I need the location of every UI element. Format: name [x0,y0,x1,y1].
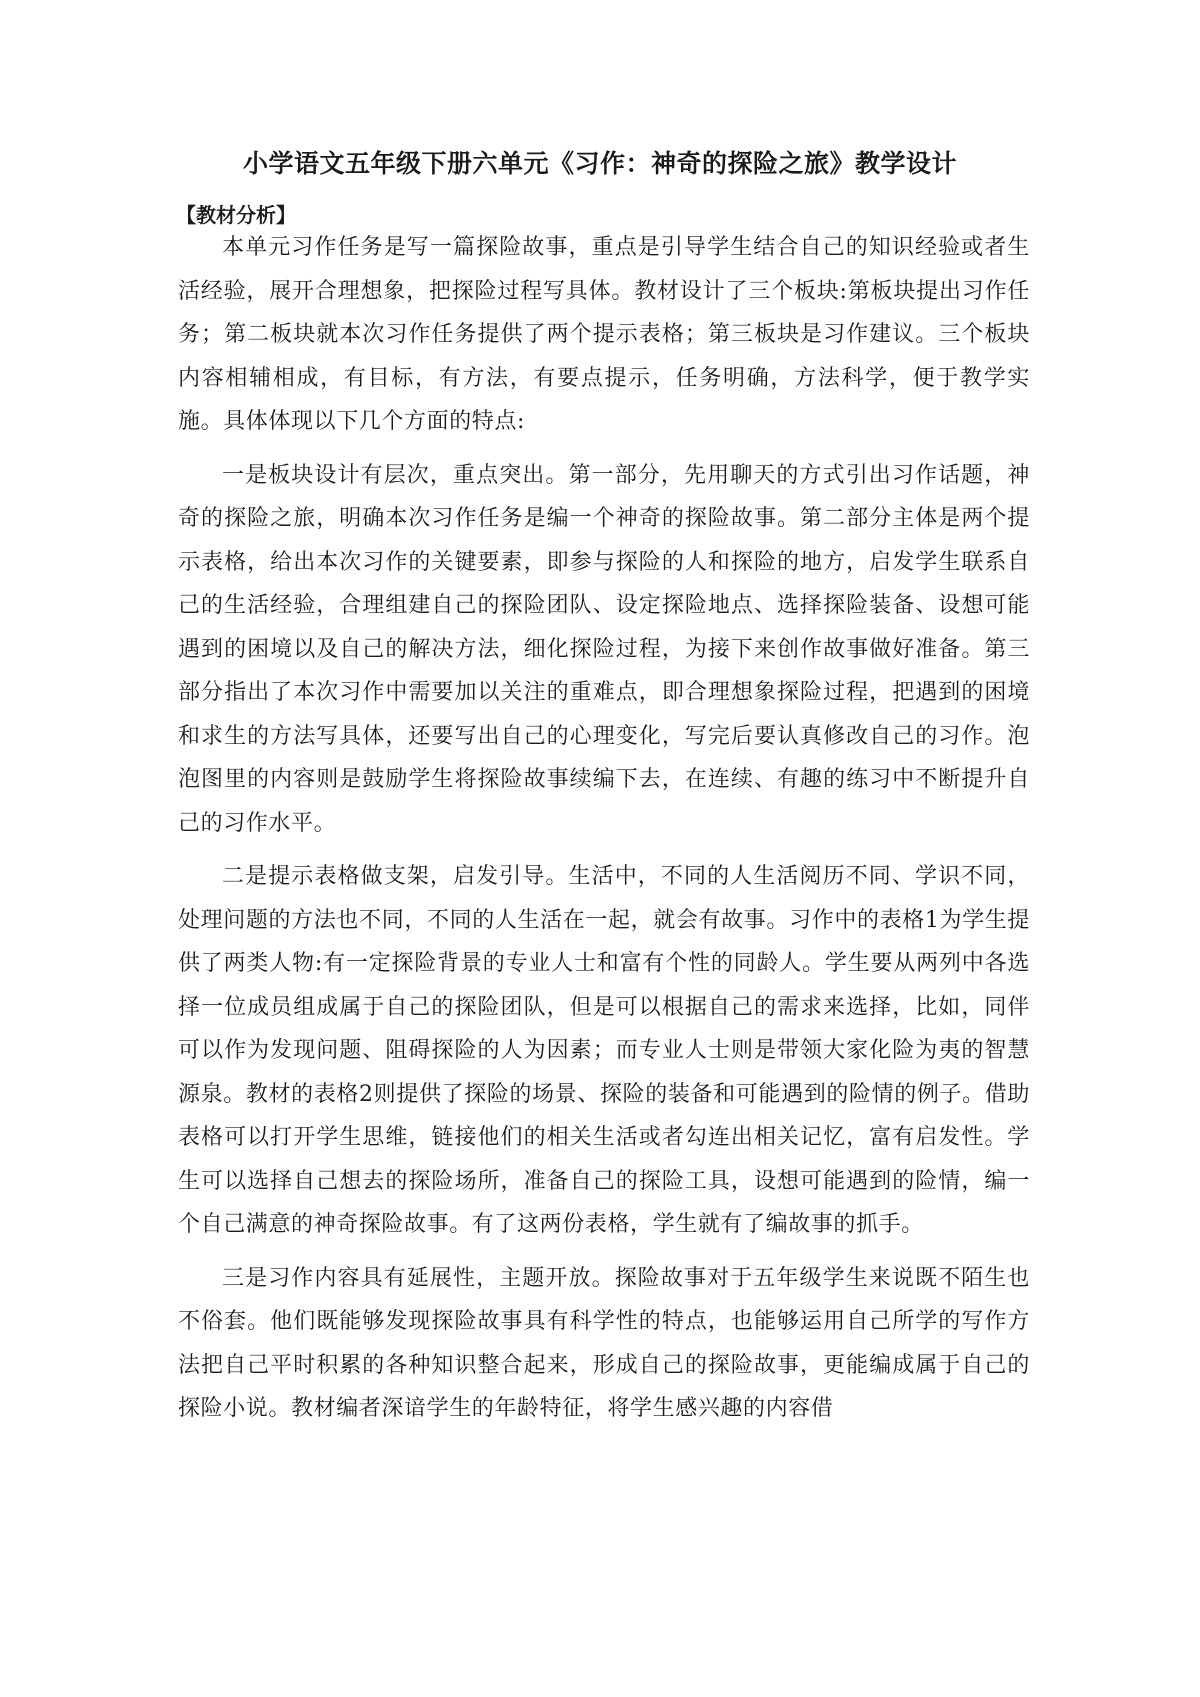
paragraph-feature-two: 二是提示表格做支架，启发引导。生活中，不同的人生活阅历不同、学识不同，处理问题的方法也不同，不同的人生活在一起，就会有故事。习作中的表格1为学生提供了两类人物:有一定探险背景的专业人士和富有个性的同龄人。学生要从两列中各选择一位成员组成属于自己的探险团队，但是可以根据自己的需求来选择，比如，同伴可以作为发现问题、阻碍探险的人为因素；而专业人士则是带领大家化险为夷的智慧源泉。教材的表格2则提供了探险的场景、探险的装备和可能遇到的险情的例子。借助表格可以打开学生思维，链接他们的相关生活或者勾连出相关记忆，富有启发性。学生可以选择自己想去的探险场所，准备自己的探险工具，设想可能遇到的险情，编一个自己满意的神奇探险故事。有了这两份表格，学生就有了编故事的抓手。 [178,864,1030,1237]
document-title: 小学语文五年级下册六单元《习作：神奇的探险之旅》教学设计 [242,149,957,178]
section-heading-textbook-analysis: 【教材分析】 [176,203,296,227]
paragraph-feature-one: 一是板块设计有层次，重点突出。第一部分，先用聊天的方式引出习作话题，神奇的探险之旅，明确本次习作任务是编一个神奇的探险故事。第二部分主体是两个提示表格，给出本次习作的关键要素，即参与探险的人和探险的地方，启发学生联系自己的生活经验，合理组建自己的探险团队、设定探险地点、选择探险装备、设想可能遇到的困境以及自己的解决方法，细化探险过程，为接下来创作故事做好准备。第三部分指出了本次习作中需要加以关注的重难点，即合理想象探险过程，把遇到的困境和求生的方法写具体，还要写出自己的心理变化，写完后要认真修改自己的习作。泡泡图里的内容则是鼓励学生将探险故事续编下去，在连续、有趣的练习中不断提升自己的习作水平。 [178,462,1030,836]
paragraph-intro: 本单元习作任务是写一篇探险故事，重点是引导学生结合自己的知识经验或者生活经验，展开合理想象，把探险过程写具体。教材设计了三个板块:第板块提出习作任务；第二板块就本次习作任务提供了两个提示表格；第三板块是习作建议。三个板块内容相辅相成，有目标，有方法，有要点提示，任务明确，方法科学，便于教学实施。具体体现以下几个方面的特点: [178,235,1030,434]
paragraph-feature-three: 三是习作内容具有延展性，主题开放。探险故事对于五年级学生来说既不陌生也不俗套。他们既能够发现探险故事具有科学性的特点，也能够运用自己所学的写作方法把自己平时积累的各种知识整合起来，形成自己的探险故事，更能编成属于自己的探险小说。教材编者深谙学生的年龄特征，将学生感兴趣的内容借 [178,1265,1030,1421]
body-text [178,226,1030,1441]
